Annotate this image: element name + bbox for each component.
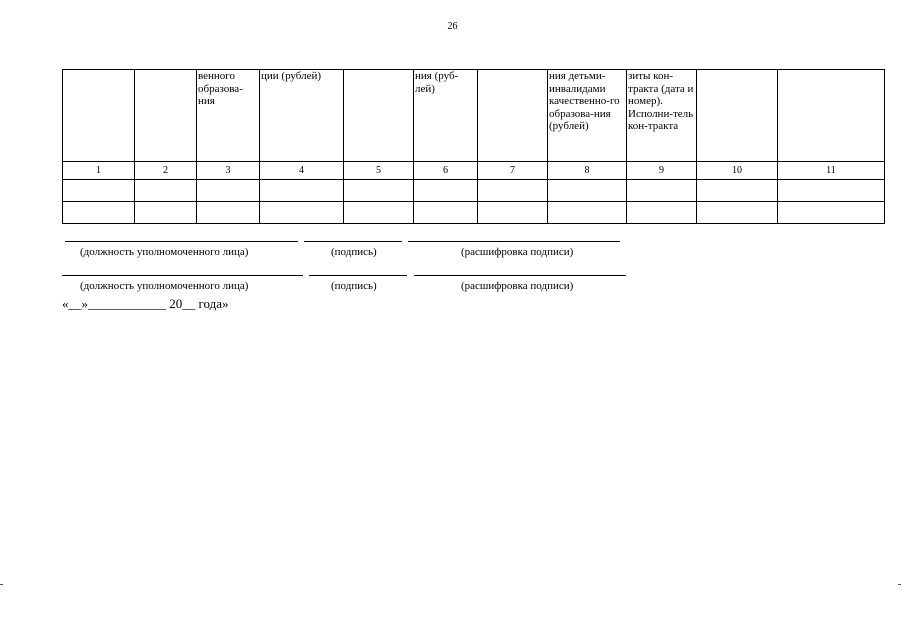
table-cell [260,180,344,202]
table-row [63,180,885,202]
header-cell: ции (рублей) [260,70,344,162]
header-cell: зиты кон-тракта (дата и номер). Исполни-тель кон-тракта [627,70,697,162]
table-cell [697,202,778,224]
column-number: 11 [778,162,885,180]
header-cell: венного образова-ния [197,70,260,162]
table-row [63,202,885,224]
header-cell: ния (руб-лей) [414,70,478,162]
table-cell [135,202,197,224]
table-cell [197,202,260,224]
position-caption: (должность уполномоченного лица) [80,280,249,292]
table-cell [135,180,197,202]
column-number: 5 [344,162,414,180]
signature-line [309,275,407,276]
table-header-row [63,70,885,162]
header-cell [697,70,778,162]
column-number: 7 [478,162,548,180]
table-cell [778,202,885,224]
page-number: 26 [447,21,458,32]
table-cell [260,202,344,224]
table-cell [63,180,135,202]
table-cell [778,180,885,202]
column-number: 10 [697,162,778,180]
position-caption: (должность уполномоченного лица) [80,246,249,258]
header-cell [478,70,548,162]
signature-line [304,241,402,242]
decoding-caption: (расшифровка подписи) [461,246,574,258]
table-cell [344,202,414,224]
table-cell [478,180,548,202]
table-cell [344,180,414,202]
table-cell [548,180,627,202]
decoding-line [408,241,620,242]
signature-caption: (подпись) [331,246,377,258]
crop-mark [0,584,3,585]
crop-mark [898,584,901,585]
column-number: 2 [135,162,197,180]
position-line [62,275,303,276]
table-cell [627,180,697,202]
column-number: 8 [548,162,627,180]
column-number-row [63,162,885,180]
table-cell [414,202,478,224]
header-cell [344,70,414,162]
table-cell [197,180,260,202]
table-cell [627,202,697,224]
table-cell [478,202,548,224]
report-table [62,69,885,224]
table-cell [414,180,478,202]
position-line [65,241,298,242]
header-cell: ния детьми-инвалидами качественно-го образова-ния (рублей) [548,70,627,162]
date-line: «__»____________ 20__ года» [62,296,229,311]
column-number: 1 [63,162,135,180]
decoding-line [414,275,626,276]
column-number: 9 [627,162,697,180]
column-number: 6 [414,162,478,180]
header-cell [778,70,885,162]
column-number: 3 [197,162,260,180]
table-cell [548,202,627,224]
decoding-caption: (расшифровка подписи) [461,280,574,292]
signature-caption: (подпись) [331,280,377,292]
table-cell [697,180,778,202]
table-cell [63,202,135,224]
header-cell [63,70,135,162]
column-number: 4 [260,162,344,180]
header-cell [135,70,197,162]
